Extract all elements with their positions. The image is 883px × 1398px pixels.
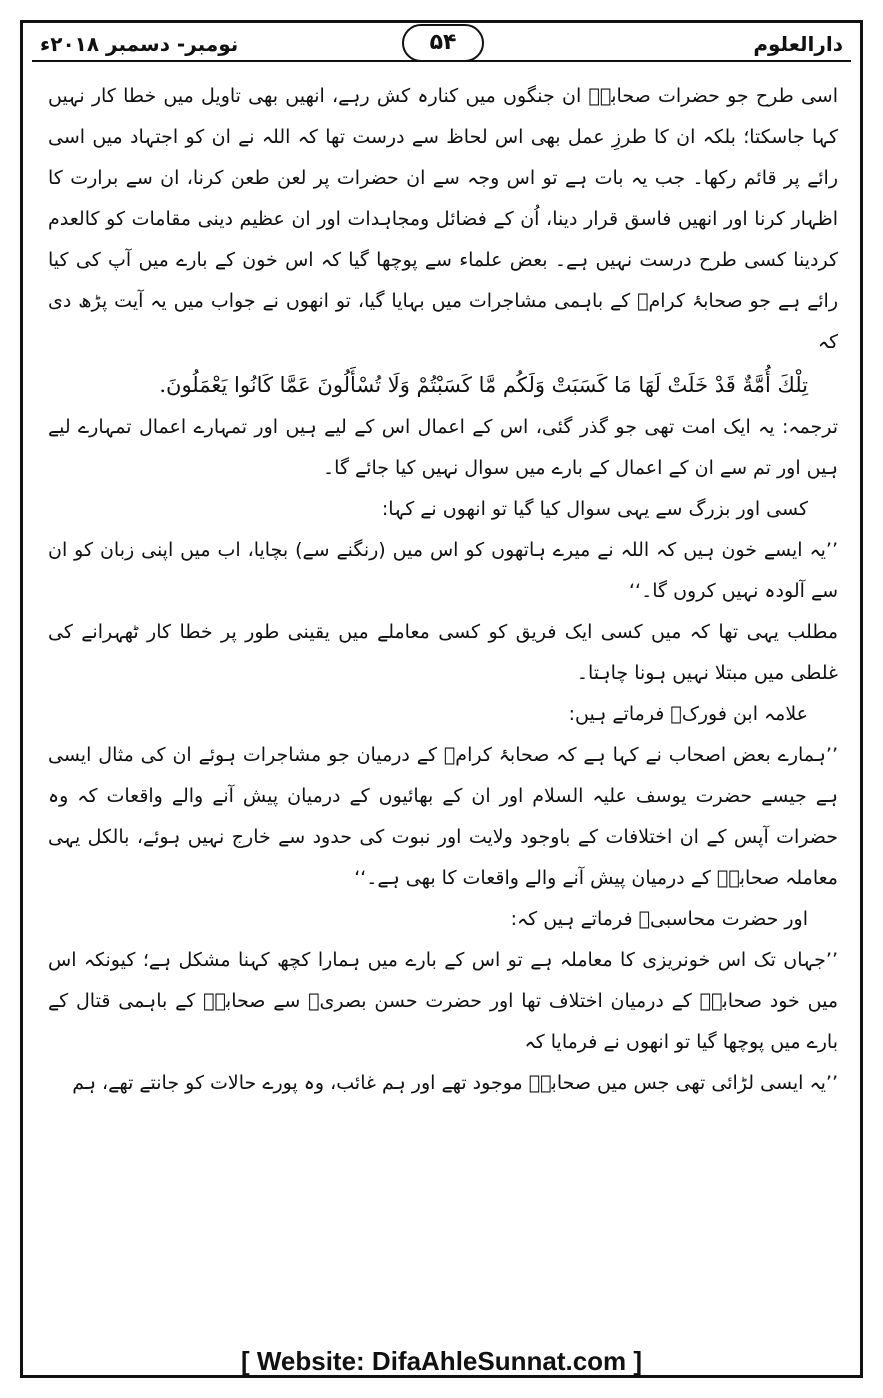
- quotation: ’’جہاں تک اس خونریزی کا معاملہ ہے تو اس کے بارے میں ہمارا کچھ کہنا مشکل ہے؛ کیونکہ اس میں خود صحابہؓ کے درمیان اختلاف تھا اور حضرت حسن بصریؒ سے صحابہؓ کے باہمی قتال کے بارے میں پوچھا گیا تو انھوں نے فرمایا کہ: [48, 949, 838, 1053]
- website-footer: [ Website: DifaAhleSunnat.com ]: [240, 1346, 643, 1376]
- quotation: ’’یہ ایسے خون ہیں کہ اللہ نے میرے ہاتھوں کو اس میں (رنگنے سے) بچایا، اب میں اپنی زبان کو ان سے آلودہ نہیں کروں گا۔‘‘: [48, 539, 838, 602]
- paragraph: مطلب یہی تھا کہ میں کسی ایک فریق کو کسی معاملے میں یقینی طور پر خطا کار ٹھہرانے کی غلطی میں مبتلا نہیں ہونا چاہتا۔: [48, 621, 838, 684]
- page-number: ۵۴: [402, 24, 484, 62]
- quotation: ’’ہمارے بعض اصحاب نے کہا ہے کہ صحابۂ کرامؓ کے درمیان جو مشاجرات ہوئے ان کی مثال ایسی ہے جیسے حضرت یوسف علیہ السلام اور ان کے بھائیوں کے درمیان پیش آنے والے واقعات کہ وہ حضرات آپس کے ان اختلافات کے باوجود ولایت اور نبوت کی حدود سے خارج نہیں ہوئے، بالکل یہی معاملہ صحابہؓ کے درمیان پیش آنے والے واقعات کا بھی ہے۔‘‘: [48, 744, 839, 889]
- article-body: [48, 76, 838, 1276]
- quotation: ’’یہ ایسی لڑائی تھی جس میں صحابہؓ موجود تھے اور ہم غائب، وہ پورے حالات کو جانتے تھے، ہم: [72, 1072, 838, 1094]
- magazine-title: دارالعلوم: [753, 32, 843, 56]
- paragraph: اسی طرح جو حضرات صحابہؓ ان جنگوں میں کنارہ کش رہے، انھیں بھی تاویل میں خطا کار نہیں کہا جاسکتا؛ بلکہ ان کا طرزِ عمل بھی اس لحاظ سے درست تھا کہ اللہ نے ان کو اجتہاد میں اسی رائے پر قائم رکھا۔ جب یہ بات ہے تو اس وجہ سے ان حضرات پر لعن طعن کرنا، ان سے برارت کا اظہار کرنا اور انھیں فاسق قرار دینا، اُن کے فضائل ومجاہدات اور ان عظیم دینی مقامات کو کالعدم کردینا کسی طرح درست نہیں ہے۔ بعض علماء سے پوچھا گیا کہ اس خون کے بارے میں آپ کی کیا رائے ہے جو صحابۂ کرامؓ کے باہمی مشاجرات میں بہایا گیا، تو انھوں نے جواب میں یہ آیت پڑھ دی کہ: [48, 85, 838, 353]
- running-header: [32, 24, 851, 70]
- paragraph: اور حضرت محاسبیؒ فرماتے ہیں کہ:: [510, 908, 808, 930]
- paragraph: کسی اور بزرگ سے یہی سوال کیا گیا تو انھوں نے کہا:: [381, 498, 808, 520]
- quran-verse: تِلْكَ أُمَّةٌ قَدْ خَلَتْ لَهَا مَا كَسَبَتْ وَلَكُم مَّا كَسَبْتُمْ وَلَا تُسْأَلُونَ عَمَّا كَانُوا يَعْمَلُونَ.: [159, 373, 808, 397]
- translation: ترجمہ: یہ ایک امت تھی جو گذر گئی، اس کے اعمال اس کے لیے ہیں اور تمہارے اعمال تمہارے لیے ہیں اور تم سے ان کے اعمال کے بارے میں سوال نہیں کیا جائے گا۔: [48, 416, 838, 479]
- issue-date: نومبر- دسمبر ۲۰۱۸ء: [40, 32, 239, 56]
- paragraph: علامہ ابن فورکؒ فرماتے ہیں:: [568, 703, 808, 725]
